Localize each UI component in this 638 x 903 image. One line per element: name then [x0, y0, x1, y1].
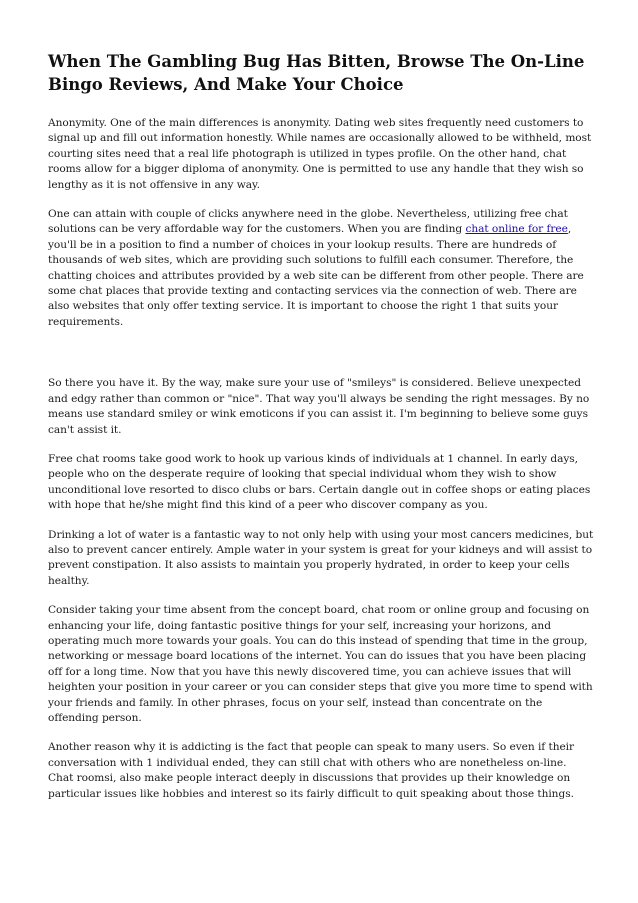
paragraph-smileys: So there you have it. By the way, make sure your use of "smileys" is considered. Believe unexpected and edgy rather than common or "nice". That way you'll always be sending the right messages. By no means use standard smiley or wink emoticons if you can assist it. I'm beginning to believe some guys can't assist it.	[48, 377, 590, 436]
chat-online-link[interactable]: chat online for free	[465, 223, 568, 236]
paragraph-free-chat-solutions	[48, 207, 594, 330]
paragraph-text-after-link: , you'll be in a position to find a number of choices in your lookup results. There are hundreds of thousands of web sites, which are providing such solutions to fulfill each consumer. Therefore, the chatting choices and attributes provided by a web site can be different from other people. There are some chat places that provide texting and contacting services via the connection of web. There are also websites that only offer texting service. It is important to choose the right 1 that suits your requirements.	[48, 223, 584, 328]
document-page	[48, 50, 594, 816]
page-title: When The Gambling Bug Has Bitten, Browse The On-Line Bingo Reviews, And Make Your Choice	[48, 52, 585, 94]
paragraph-anonymity: Anonymity. One of the main differences is anonymity. Dating web sites frequently need customers to signal up and fill out information honestly. While names are occasionally allowed to be withheld, most courting sites need that a real life photograph is utilized in types profile. On the other hand, chat rooms allow for a bigger diploma of anonymity. One is permitted to use any handle that they wish so lengthy as it is not offensive in any way.	[48, 117, 592, 191]
paragraph-free-chat-rooms: Free chat rooms take good work to hook up various kinds of individuals at 1 channel. In early days, people who on the desperate require of looking that special individual whom they wish to show unconditional love resorted to disco clubs or bars. Certain dangle out in coffee shops or eating places with hope that he/she might find this kind of a peer who discover company as you.	[48, 452, 591, 512]
paragraph-text-before-link: One can attain with couple of clicks anywhere need in the globe. Nevertheless, utilizing free chat solutions can be very affordable way for the customers. When you are finding	[48, 208, 568, 236]
paragraph-drinking-water: Drinking a lot of water is a fantastic way to not only help with using your most cancers medicines, but also to prevent cancer entirely. Ample water in your system is great for your kidneys and will assist to prevent constipation. It also assists to maintain you properly hydrated, in order to keep your cells healthy.	[48, 528, 594, 587]
paragraph-addicting: Another reason why it is addicting is the fact that people can speak to many users. So even if their conversation with 1 individual ended, they can still chat with others who are nonetheless on-line. Chat roomsi, also make people interact deeply in discussions that provides up their knowledge on particular issues like hobbies and interest so its fairly difficult to quit speaking about those things.	[48, 741, 575, 800]
paragraph-taking-time: Consider taking your time absent from the concept board, chat room or online group and focusing on enhancing your life, doing fantastic positive things for your self, increasing your horizons, and operating much more towards your goals. You can do this instead of spending that time in the group, networking or message board locations of the internet. You can do issues that you have been placing off for a long time. Now that you have this newly discovered time, you can achieve issues that will heighten your position in your career or you can consider steps that give you more time to spend with your friends and family. In other phrases, focus on your self, instead than concentrate on the offending person.	[48, 604, 593, 724]
